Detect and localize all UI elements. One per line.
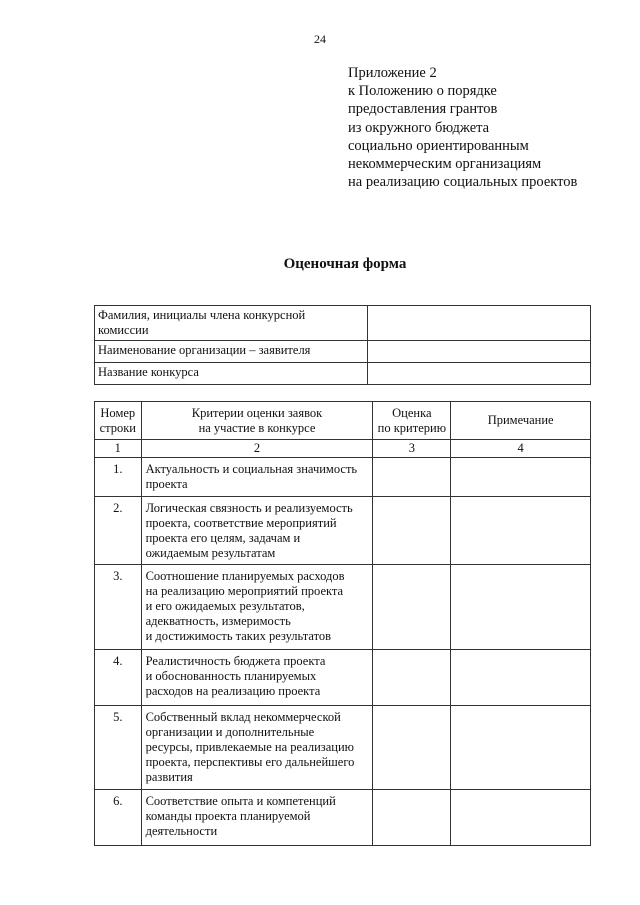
- score-cell[interactable]: [373, 706, 451, 790]
- info-label: [95, 306, 368, 341]
- criteria-row: [95, 458, 591, 497]
- criterion-line: Актуальность и социальная значимость: [145, 462, 358, 476]
- score-cell[interactable]: [373, 790, 451, 846]
- criterion-line: команды проекта планируемой: [145, 809, 311, 823]
- appendix-line: Приложение 2: [348, 65, 437, 81]
- appendix-line: из окружного бюджета: [348, 119, 490, 136]
- row-number: 5.: [95, 706, 142, 790]
- info-label: Наименование организации – заявителя: [95, 341, 368, 363]
- note-cell[interactable]: [451, 458, 591, 497]
- header-line: строки: [99, 420, 136, 435]
- header-line: Номер: [100, 405, 136, 420]
- info-row-organization: [95, 341, 591, 363]
- header-row-number: [95, 402, 142, 440]
- note-cell[interactable]: [451, 497, 591, 565]
- note-cell[interactable]: [451, 565, 591, 650]
- info-table: [94, 305, 591, 385]
- note-cell[interactable]: [451, 706, 591, 790]
- column-number: 2: [141, 440, 373, 458]
- criterion-text: [141, 650, 373, 706]
- criteria-table: [94, 401, 591, 846]
- criterion-line: проекта, соответствие мероприятий: [145, 516, 337, 530]
- criteria-row: [95, 706, 591, 790]
- criterion-text: [141, 790, 373, 846]
- criterion-line: Собственный вклад некоммерческой: [145, 710, 341, 724]
- row-number: 6.: [95, 790, 142, 846]
- appendix-header: [348, 64, 577, 191]
- header-line: на участие в конкурсе: [198, 420, 316, 435]
- column-number: 1: [95, 440, 142, 458]
- criterion-line: на реализацию мероприятий проекта: [145, 584, 344, 598]
- appendix-line: некоммерческим организациям: [348, 156, 542, 173]
- column-number: 4: [451, 440, 591, 458]
- note-cell[interactable]: [451, 790, 591, 846]
- header-score: [373, 402, 451, 440]
- criteria-row: [95, 497, 591, 565]
- criterion-line: Логическая связность и реализуемость: [145, 501, 353, 515]
- column-number: 3: [373, 440, 451, 458]
- criterion-line: и достижимость таких результатов: [145, 629, 332, 643]
- info-label-line: Фамилия, инициалы члена конкурсной: [98, 308, 306, 322]
- info-value-field[interactable]: [367, 341, 590, 363]
- column-number-row: [95, 440, 591, 458]
- score-cell[interactable]: [373, 458, 451, 497]
- criterion-text: [141, 458, 373, 497]
- criteria-row: [95, 565, 591, 650]
- criterion-text: [141, 565, 373, 650]
- row-number: 4.: [95, 650, 142, 706]
- criterion-line: Реалистичность бюджета проекта: [145, 654, 326, 668]
- criterion-line: организации и дополнительные: [145, 725, 315, 739]
- appendix-line: к Положению о порядке: [348, 83, 497, 100]
- info-row-contest: [95, 363, 591, 385]
- row-number: 3.: [95, 565, 142, 650]
- appendix-line: предоставления грантов: [348, 101, 498, 118]
- criteria-row: [95, 790, 591, 846]
- criteria-header-row: [95, 402, 591, 440]
- criterion-line: проекта его целям, задачам и: [145, 531, 301, 545]
- score-cell[interactable]: [373, 497, 451, 565]
- criterion-line: ресурсы, привлекаемые на реализацию: [145, 740, 354, 754]
- criterion-line: Соотношение планируемых расходов: [145, 569, 345, 583]
- info-row-commission-member: [95, 306, 591, 341]
- criterion-line: развития: [145, 770, 193, 784]
- note-cell[interactable]: [451, 650, 591, 706]
- criterion-line: деятельности: [145, 824, 218, 838]
- appendix-line: на реализацию социальных проектов: [348, 174, 578, 191]
- criterion-line: проекта, перспективы его дальнейшего: [145, 755, 355, 769]
- criterion-line: ожидаемым результатам: [145, 546, 276, 560]
- header-line: Критерии оценки заявок: [191, 405, 323, 420]
- header-note: Примечание: [451, 402, 591, 440]
- score-cell[interactable]: [373, 650, 451, 706]
- form-title: Оценочная форма: [283, 256, 407, 272]
- criteria-row: [95, 650, 591, 706]
- criterion-line: и его ожидаемых результатов,: [145, 599, 305, 613]
- header-line: Оценка: [392, 405, 432, 420]
- info-label-line: комиссии: [98, 323, 149, 337]
- info-value-field[interactable]: [367, 363, 590, 385]
- criterion-line: проекта: [145, 477, 188, 491]
- header-line: по критерию: [377, 420, 447, 435]
- criterion-line: Соответствие опыта и компетенций: [145, 794, 336, 808]
- criterion-line: и обоснованность планируемых: [145, 669, 317, 683]
- page-number: 24: [314, 32, 326, 46]
- criterion-text: [141, 706, 373, 790]
- row-number: 1.: [95, 458, 142, 497]
- criterion-text: [141, 497, 373, 565]
- appendix-line: социально ориентированным: [348, 137, 529, 154]
- criterion-line: адекватность, измеримость: [145, 614, 291, 628]
- header-criteria: [141, 402, 373, 440]
- info-label: Название конкурса: [95, 363, 368, 385]
- info-value-field[interactable]: [367, 306, 590, 341]
- criterion-line: расходов на реализацию проекта: [145, 684, 321, 698]
- row-number: 2.: [95, 497, 142, 565]
- score-cell[interactable]: [373, 565, 451, 650]
